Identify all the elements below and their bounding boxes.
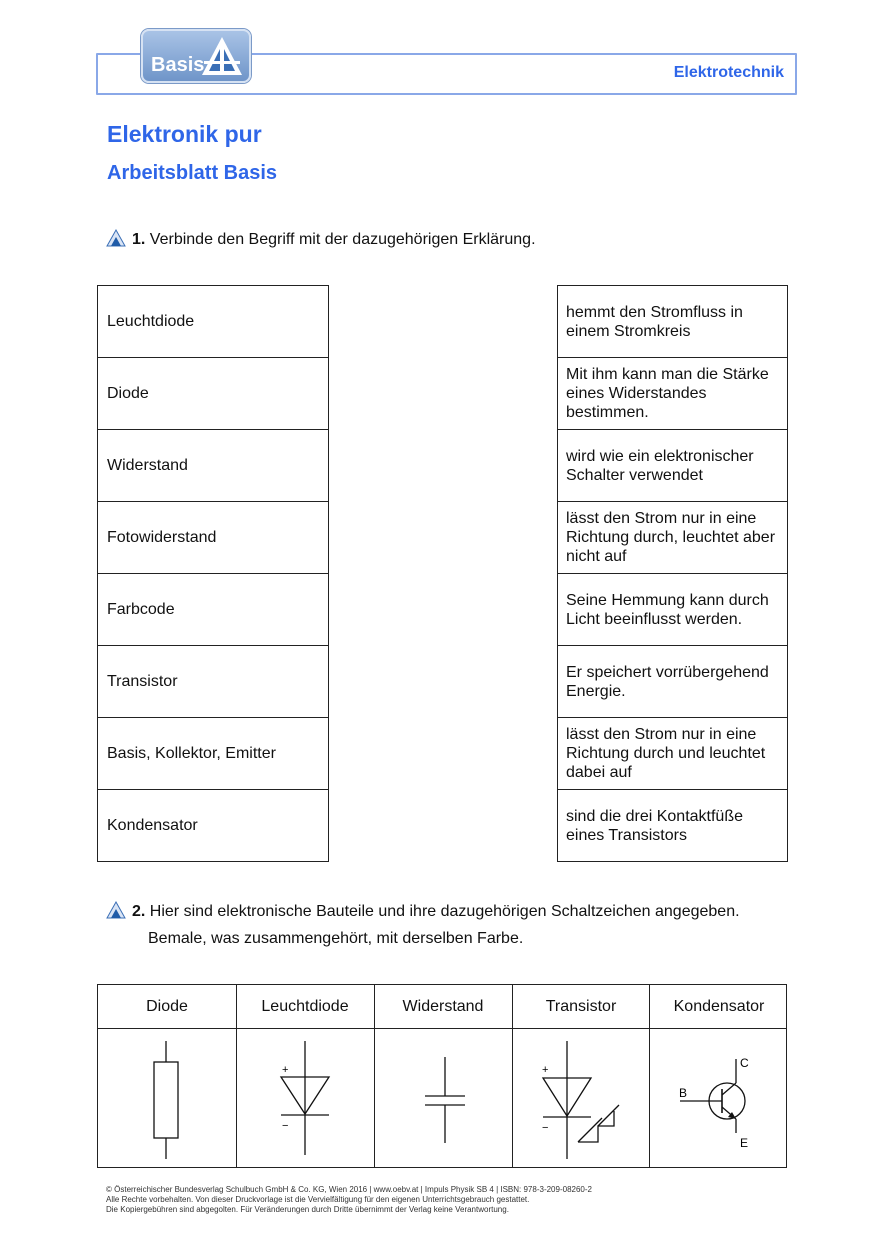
level-triangle-icon [106, 229, 126, 247]
page-title: Elektronik pur [107, 121, 262, 147]
logo-triangle-icon [200, 35, 244, 77]
task2-number: 2. [132, 903, 146, 920]
footer-line: Die Kopiergebühren sind abgegolten. Für Veränderungen durch Dritte übernimmt der Verlag keine Verantwortung. [106, 1205, 509, 1214]
explanation-cell[interactable]: sind die drei Kontaktfüße eines Transistors [558, 790, 787, 862]
collector-label: C [740, 1056, 749, 1070]
subject-label: Elektrotechnik [673, 64, 784, 81]
component-header: Transistor [545, 997, 617, 1015]
explanation-cell[interactable]: hemmt den Stromfluss in einem Stromkreis [558, 286, 787, 358]
led-symbol-icon[interactable] [512, 1029, 650, 1167]
emitter-label: E [740, 1136, 749, 1150]
copyright-footer [106, 1185, 592, 1215]
explanation-cell[interactable]: Er speichert vorrübergehend Energie. [558, 646, 787, 718]
term-cell[interactable]: Fotowiderstand [98, 502, 328, 574]
footer-line: Alle Rechte vorbehalten. Von dieser Druckvorlage ist die Vervielfältigung für den eigenen Unterrichtsgebrauch gestattet. [106, 1195, 530, 1204]
diode-symbol-icon[interactable] [236, 1029, 374, 1167]
minus-label: − [542, 1122, 549, 1134]
term-cell[interactable]: Leuchtdiode [98, 286, 328, 358]
explanations-column [557, 285, 788, 862]
term-cell[interactable]: Widerstand [98, 430, 328, 502]
explanation-cell[interactable]: lässt den Strom nur in eine Richtung durch und leuchtet dabei auf [558, 718, 787, 790]
resistor-symbol-icon[interactable] [98, 1029, 236, 1167]
component-header: Widerstand [402, 997, 484, 1015]
publisher-logo [141, 29, 251, 83]
term-cell[interactable]: Diode [98, 358, 328, 430]
base-label: B [679, 1086, 688, 1100]
explanation-cell[interactable]: Seine Hemmung kann durch Licht beeinflusst werden. [558, 574, 787, 646]
logo-text: Basis [151, 54, 205, 76]
explanation-cell[interactable]: Mit ihm kann man die Stärke eines Widerstandes bestimmen. [558, 358, 787, 430]
explanation-cell[interactable]: wird wie ein elektronischer Schalter verwendet [558, 430, 787, 502]
task1-text: Verbinde den Begriff mit der dazugehörigen Erklärung. [149, 231, 536, 248]
plus-label: + [542, 1064, 549, 1076]
level-triangle-icon [106, 901, 126, 919]
task1-number: 1. [132, 231, 146, 248]
page-subtitle: Arbeitsblatt Basis [107, 162, 278, 184]
task2-line2: Bemale, was zusammengehört, mit derselben Farbe. [148, 930, 524, 947]
term-cell[interactable]: Farbcode [98, 574, 328, 646]
minus-label: − [282, 1120, 289, 1132]
term-cell[interactable]: Kondensator [98, 790, 328, 862]
explanation-cell[interactable]: lässt den Strom nur in eine Richtung durch, leuchtet aber nicht auf [558, 502, 787, 574]
component-header: Kondensator [673, 997, 765, 1015]
task2-line1: Hier sind elektronische Bauteile und ihre dazugehörigen Schaltzeichen angegeben. [149, 903, 740, 920]
term-cell[interactable]: Transistor [98, 646, 328, 718]
task1-instruction [106, 229, 536, 249]
terms-column [97, 285, 329, 862]
task2-instruction [106, 901, 740, 921]
component-header: Diode [146, 997, 188, 1015]
capacitor-symbol-icon[interactable] [374, 1029, 512, 1167]
term-cell[interactable]: Basis, Kollektor, Emitter [98, 718, 328, 790]
component-header: Leuchtdiode [261, 997, 349, 1015]
transistor-symbol-icon[interactable] [650, 1029, 788, 1167]
footer-line: © Österreichischer Bundesverlag Schulbuch GmbH & Co. KG, Wien 2016 | www.oebv.at | Impuls Physik SB 4 | ISBN: 978-3-209-08260-2 [106, 1185, 592, 1194]
plus-label: + [282, 1064, 289, 1076]
components-table [97, 984, 787, 1168]
